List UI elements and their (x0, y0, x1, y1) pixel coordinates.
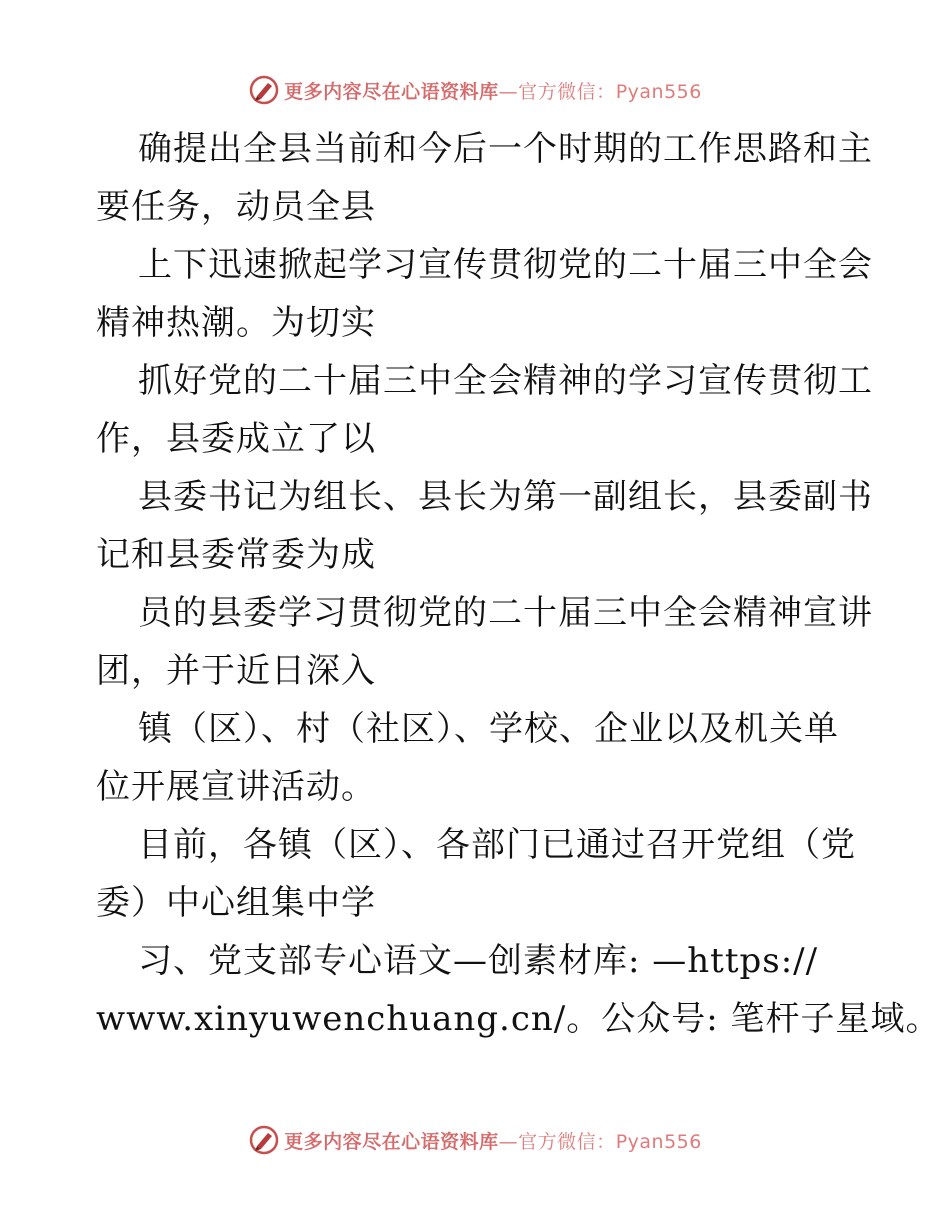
body-line: 目前，各镇（区）、各部门已通过召开党组（党 (138, 825, 856, 865)
footer-banner-text (284, 1127, 702, 1154)
body-line: 记和县委常委为成 (96, 535, 376, 575)
pen-logo-icon (248, 1124, 280, 1156)
header-separator: — (498, 80, 519, 103)
body-line: 县委书记为组长、县长为第一副组长，县委副书 (138, 477, 873, 517)
pen-logo-icon (248, 74, 280, 106)
body-line: 镇（区）、村（社区）、学校、企业以及机关单 (138, 709, 839, 749)
footer-watermark-banner (0, 1122, 950, 1158)
body-line: 确提出全县当前和今后一个时期的工作思路和主 (138, 129, 873, 169)
body-line: www.xinyuwenchuang.cn/。公众号: 笔杆子星域。 (96, 999, 941, 1039)
footer-contact-value: Pyan556 (615, 1130, 702, 1153)
body-line: 位开展宣讲活动。 (96, 767, 376, 807)
header-brand: 更多内容尽在心语资料库 (284, 80, 499, 103)
body-line: 要任务，动员全县 (96, 187, 376, 227)
footer-contact-label: 官方微信： (518, 1130, 616, 1153)
body-line: 委）中心组集中学 (96, 883, 376, 923)
body-line: 作，县委成立了以 (96, 419, 376, 459)
footer-brand: 更多内容尽在心语资料库 (284, 1130, 499, 1153)
header-contact-label: 官方微信： (518, 80, 616, 103)
body-line: 精神热潮。为切实 (96, 303, 376, 343)
body-line: 习、党支部专心语文—创素材库: —https:// (138, 941, 819, 981)
header-watermark-banner (0, 72, 950, 108)
header-contact-value: Pyan556 (615, 80, 702, 103)
body-line: 员的县委学习贯彻党的二十届三中全会精神宣讲 (138, 593, 873, 633)
body-line: 团，并于近日深入 (96, 651, 376, 691)
body-line: 抓好党的二十届三中全会精神的学习宣传贯彻工 (138, 361, 873, 401)
header-banner-text (284, 77, 702, 104)
body-line: 上下迅速掀起学习宣传贯彻党的二十届三中全会 (138, 245, 873, 285)
footer-separator: — (498, 1130, 519, 1153)
